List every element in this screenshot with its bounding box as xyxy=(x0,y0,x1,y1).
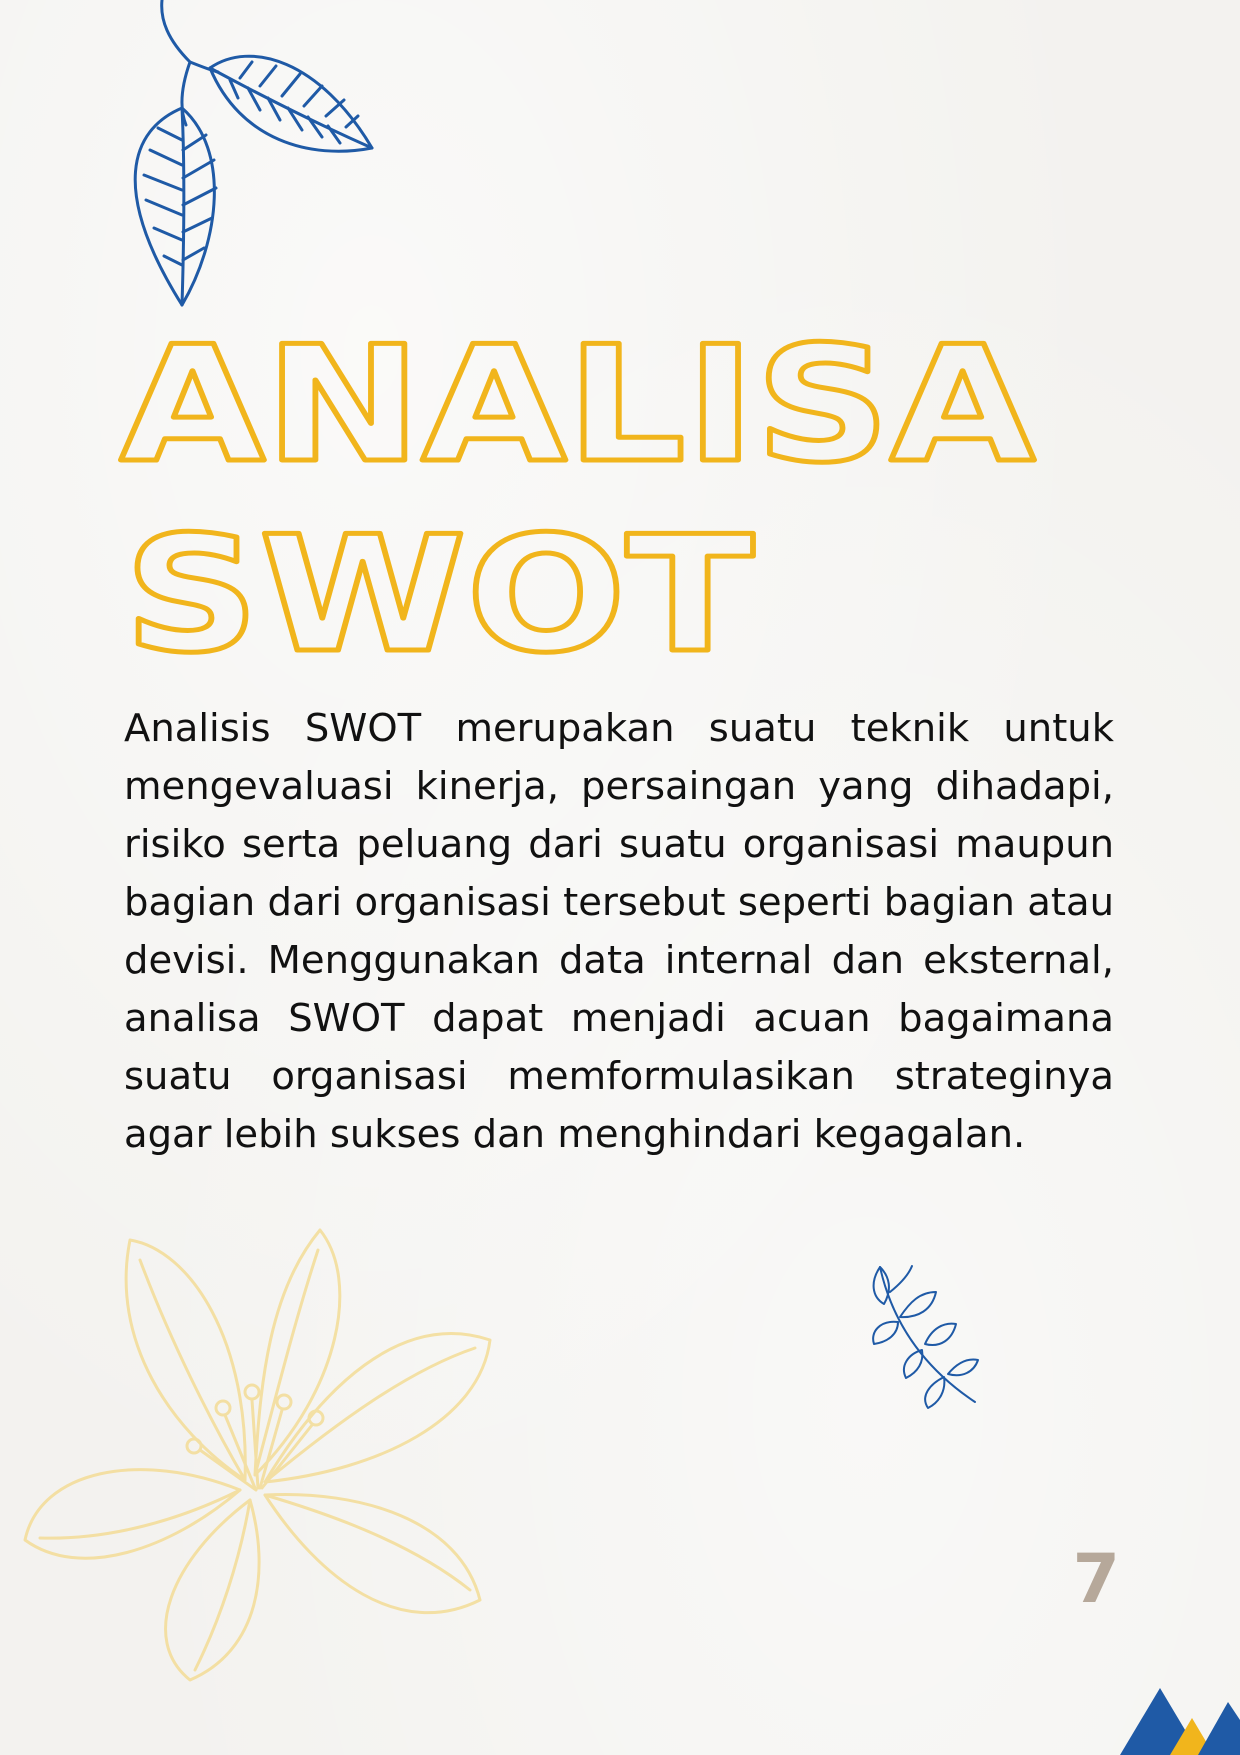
leaves-illustration-icon xyxy=(110,0,380,310)
title-line-1: ANALISA xyxy=(120,311,1036,498)
body-paragraph: Analisis SWOT merupakan suatu teknik untuk mengevaluasi kinerja, persaingan yang dihadapi, risiko serta peluang dari suatu organisasi maupun bagian dari organisasi tersebut seperti bagian atau devisi. Menggunakan data internal dan eksternal, analisa SWOT dapat menjadi acuan bagaimana suatu organisasi memformulasikan strateginya agar lebih sukses dan menghindari kegagalan. xyxy=(124,706,1114,1157)
sprig-illustration-icon xyxy=(860,1262,980,1417)
page-number: 7 xyxy=(1072,1540,1120,1619)
mountain-corner-icon xyxy=(1120,1680,1240,1755)
flower-illustration-icon xyxy=(20,1220,500,1690)
title-block xyxy=(0,300,1240,670)
title-line-2: SWOT xyxy=(124,501,754,670)
